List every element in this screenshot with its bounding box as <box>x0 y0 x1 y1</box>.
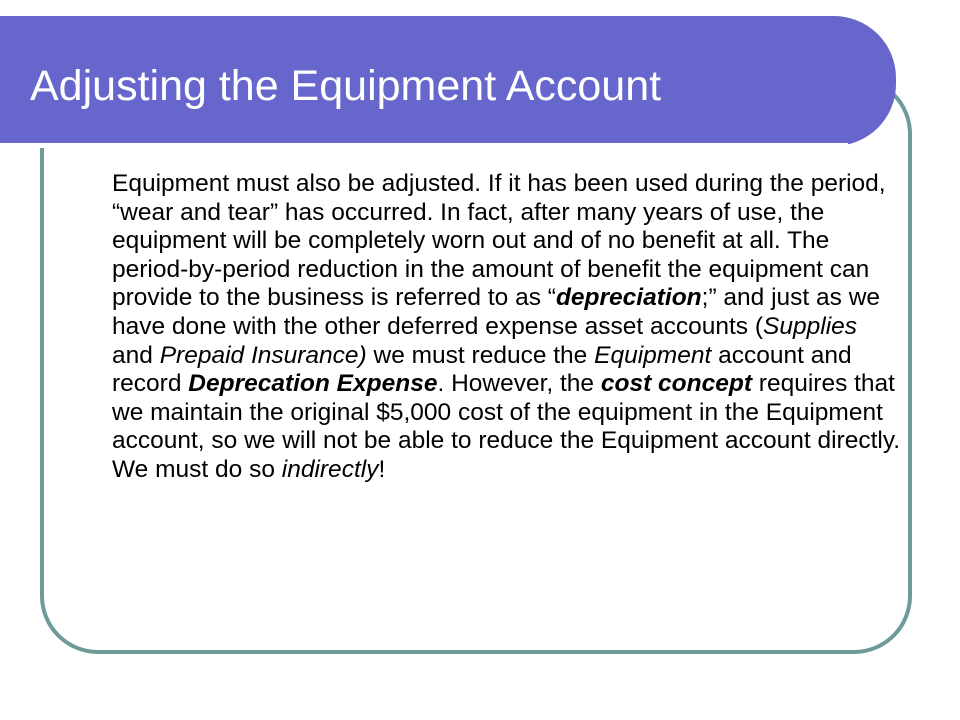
text-run: ! <box>378 455 386 483</box>
term-cost-concept: cost concept <box>600 370 752 398</box>
slide-title: Adjusting the Equipment Account <box>30 62 662 110</box>
text-run: and <box>112 341 160 369</box>
text-run: account and record <box>112 341 852 398</box>
term-prepaid-insurance: Prepaid Insurance) <box>159 341 367 369</box>
title-underline <box>0 143 848 148</box>
title-bar <box>0 16 896 146</box>
text-run: . However, the <box>437 370 601 398</box>
term-deprecation-expense: Deprecation Expense <box>188 370 438 398</box>
body-paragraph <box>112 170 902 485</box>
text-run: ;” and just as we have done with the other deferred expense asset accounts ( <box>112 284 881 340</box>
term-equipment: Equipment <box>594 341 712 369</box>
text-run: we must reduce the <box>366 341 595 369</box>
text-run: requires that we maintain the original $5,000 cost of the equipment in the Equipment account, so we will not be able to reduce the Equipment account directly. We must do so <box>112 370 901 483</box>
term-indirectly: indirectly <box>281 455 379 483</box>
text-run: Equipment must also be adjusted. If it has been used during the period, “wear and tear” has occurred. In fact, after many years of use, the equipment will be completely worn out and of no benefit at all. The period-by-period reduction in the amount of benefit the equipment can provide to the business is referred to as “ <box>112 170 886 312</box>
term-depreciation: depreciation <box>555 284 702 312</box>
term-supplies: Supplies <box>763 312 858 340</box>
